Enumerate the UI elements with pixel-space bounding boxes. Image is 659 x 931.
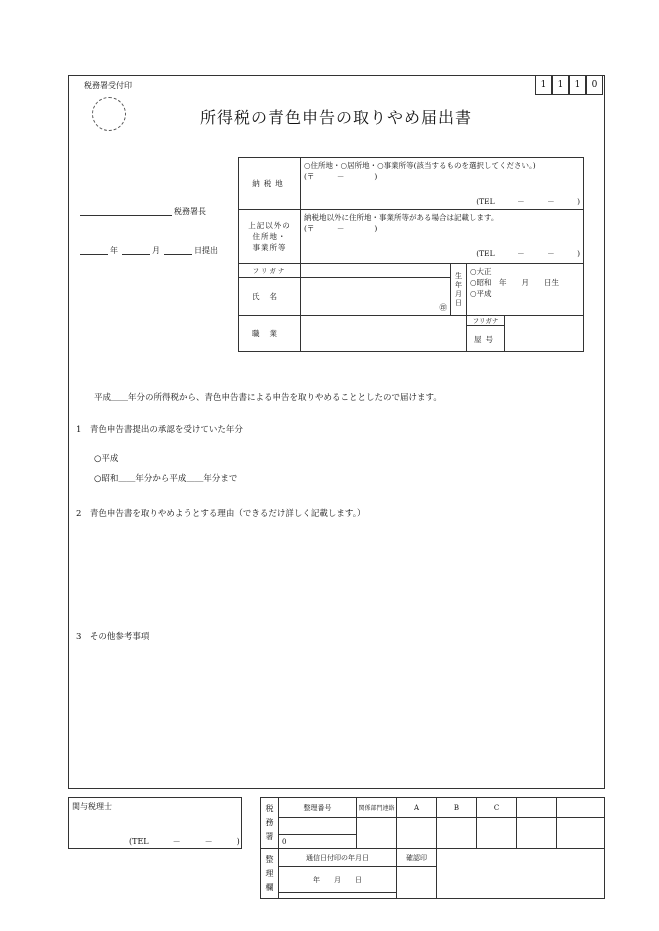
tax-place-label: 納税地 <box>239 158 301 210</box>
tax-accountant-label: 関与税理士 <box>72 802 112 811</box>
tax-accountant-tel: (TEL － － ) <box>129 837 240 846</box>
occupation-field[interactable] <box>301 316 467 352</box>
occupation-label: 職業 <box>239 316 301 352</box>
office-side-2: 務 <box>265 818 274 827</box>
col-c-label: C <box>477 798 517 818</box>
section2-reason-area[interactable] <box>90 525 590 620</box>
notice-date-field <box>279 867 397 893</box>
section2-heading: 2 青色申告書を取りやめようとする理由（できるだけ詳しく記載します。） <box>76 509 366 519</box>
submit-day-unit: 日提出 <box>194 246 218 255</box>
office-suffix: 税務署長 <box>174 207 206 216</box>
col-c-cell <box>477 818 517 849</box>
shop-label-cell <box>467 316 505 352</box>
era-heisei[interactable]: ○平成 <box>470 289 492 298</box>
notice-date-label: 通信日付印の年月日 <box>279 849 397 867</box>
tax-accountant-box[interactable] <box>68 797 242 849</box>
received-stamp-label: 税務署受付印 <box>84 81 132 90</box>
other-address-cell[interactable] <box>301 210 584 264</box>
section1-heading: 1 青色申告書提出の承認を受けていた年分 <box>76 425 243 435</box>
shop-label: 屋号 <box>474 335 497 344</box>
office-side-6: 欄 <box>265 882 274 892</box>
notice-date-bottom <box>279 893 397 899</box>
name-label: 氏名 <box>239 278 301 316</box>
office-blank-area <box>437 849 605 899</box>
era-showa[interactable]: ○昭和 <box>470 278 492 287</box>
col-e-cell <box>557 818 605 849</box>
other-address-label-3: 事業所等 <box>252 243 287 252</box>
received-stamp-circle <box>92 97 126 131</box>
code-box-4: 0 <box>586 75 603 95</box>
col-d-label <box>517 798 557 818</box>
confirm-label: 確認印 <box>397 849 437 867</box>
other-address-label-1: 上記以外の <box>248 221 291 230</box>
other-address-label-2: 住所地・ <box>252 232 287 241</box>
code-box-2: 1 <box>552 75 569 95</box>
col-e-label <box>557 798 605 818</box>
submit-day-field[interactable] <box>164 254 192 255</box>
era-showa-row <box>470 277 580 288</box>
submit-year-field[interactable] <box>80 254 108 255</box>
submit-year-unit: 年 <box>110 246 118 255</box>
era-taisho[interactable]: ○大正 <box>470 267 492 276</box>
birth-cell[interactable] <box>467 264 584 316</box>
section3-notes-area[interactable] <box>90 648 590 778</box>
col-b-cell <box>437 818 477 849</box>
ledger-number-field <box>279 835 357 849</box>
other-address-postal: (〒 － ) <box>304 224 378 233</box>
office-name-field[interactable] <box>80 215 172 216</box>
shop-field[interactable] <box>505 316 584 352</box>
office-side-5: 理 <box>265 868 274 878</box>
birth-label: 生年月日 <box>451 264 467 316</box>
office-side-label-top <box>261 798 279 849</box>
col-a-label: A <box>397 798 437 818</box>
office-use-table <box>260 797 605 899</box>
name-field[interactable] <box>301 278 451 316</box>
tax-place-tel: (TEL － － ) <box>476 197 580 206</box>
related-dept-label: 関係部門連絡 <box>357 798 397 818</box>
office-side-4: 整 <box>265 854 274 864</box>
col-d-cell <box>517 818 557 849</box>
birth-units: 年 月 日生 <box>499 278 560 287</box>
tax-place-cell[interactable] <box>301 158 584 210</box>
section3-heading: 3 その他参考事項 <box>76 632 150 642</box>
notice-date-ymd: 年 月 日 <box>313 875 362 884</box>
form-title: 所得税の青色申告の取りやめ届出書 <box>200 108 473 127</box>
office-side-1: 税 <box>265 804 274 813</box>
col-b-label: B <box>437 798 477 818</box>
taxpayer-info-table <box>238 157 584 352</box>
office-side-label-bottom <box>261 849 279 899</box>
submit-month-field[interactable] <box>122 254 150 255</box>
related-dept-cell <box>357 818 397 849</box>
other-address-label <box>239 210 301 264</box>
code-box-1: 1 <box>535 75 552 95</box>
furigana-label: フリガナ <box>239 264 301 278</box>
section1-option-showa[interactable]: ○昭和＿＿年分から平成＿＿年分まで <box>94 474 238 484</box>
submit-month-unit: 月 <box>152 246 160 255</box>
shop-furigana-label: フリガナ <box>467 316 504 326</box>
other-address-tel: (TEL － － ) <box>476 249 580 258</box>
seal-icon: ㊞ <box>439 303 447 312</box>
code-box-3: 1 <box>569 75 586 95</box>
other-address-note: 納税地以外に住所地・事業所等がある場合は記載します。 <box>304 213 499 222</box>
tax-place-options[interactable]: ○住所地・○居所地・○事業所等(該当するものを選択してください。) <box>304 161 536 170</box>
tax-place-postal: (〒 － ) <box>304 172 378 181</box>
ledger-number-label: 整理番号 <box>279 798 357 818</box>
confirm-stamp-field <box>397 867 437 899</box>
ledger-number-top <box>279 818 357 835</box>
ledger-zero: 0 <box>282 837 287 846</box>
office-side-3: 署 <box>265 832 274 841</box>
furigana-field[interactable] <box>301 264 451 278</box>
statement-text: 平成＿＿年分の所得税から、青色申告書による申告を取りやめることとしたので届けます。 <box>94 393 442 403</box>
col-a-cell <box>397 818 437 849</box>
section1-option-heisei[interactable]: ○平成 <box>94 454 119 464</box>
